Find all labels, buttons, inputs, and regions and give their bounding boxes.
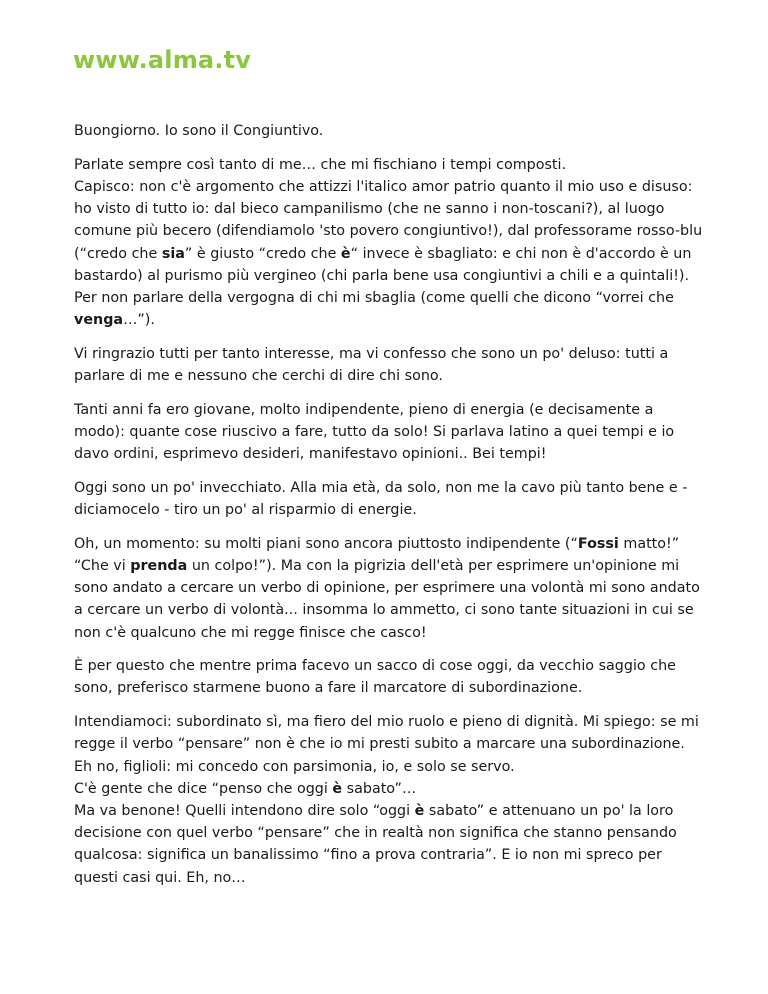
paragraph-subordination-marker: È per questo che mentre prima facevo un sacco di cose oggi, da vecchio saggio che sono, preferisco starmene buono a fare il marcatore di subordinazione. — [74, 658, 676, 697]
bold-word: è — [340, 245, 351, 262]
text-span: …”). — [123, 312, 155, 329]
text-span: Parlate sempre così tanto di me… che mi fischiano i tempi composti. — [74, 156, 567, 173]
text-span: un colpo!”). Ma con la pigrizia dell'età per esprimere un'opinione mi sono andato a cercare un verbo di opinione, per esprimere una volontà mi sono andato a cercare un verbo di volontà... insomma lo ammetto, ci sono tante situazioni in cui se non c'è qualcuno che mi regge finisce che casco! — [74, 557, 700, 641]
bold-word: sia — [161, 245, 185, 262]
paragraph-young-days: Tanti anni fa ero giovane, molto indipendente, pieno di energia (e decisamente a modo): quante cose riuscivo a fare, tutto da solo! Si parlava latino a quei tempi e io davo ordini, esprimevo desideri, manifestavo opinioni.. Bei tempi! — [74, 401, 675, 463]
paragraph-understanding — [74, 711, 704, 889]
text-span: “ invece è sbagliato: e chi non è d'accordo è un bastardo) al purismo più vergineo (chi parla bene usa congiuntivi a chili e a quintali!). Per non parlare della vergogna di chi mi sbaglia (come quelli che dicono “vorrei che — [74, 245, 692, 306]
paragraph-greeting: Buongiorno. Io sono il Congiuntivo. — [74, 123, 324, 139]
text-span: Intendiamoci: subordinato sì, ma fiero del mio ruolo e pieno di dignità. Mi spiego: se mi regge il verbo “pensare” non è che io mi presti subito a marcare una subordinazione. Eh no, figlioli: mi concedo con parsimonia, io, e solo se servo. — [74, 714, 699, 775]
text-span: Capisco: non c'è argomento che attizzi l'italico amor patrio quanto il mio uso e disuso: ho visto di tutto io: dal bieco campanilismo (che ne sanno i non-toscani?), al luogo comune più becero (difendiamolo 'sto povero congiuntivo!), dal professorame rosso-blu (“credo che — [74, 178, 703, 262]
bold-word: venga — [74, 312, 124, 329]
bold-word: prenda — [130, 557, 188, 574]
text-span: Ma va benone! Quelli intendono dire solo “oggi — [74, 802, 415, 819]
site-header-link[interactable]: www.alma.tv — [73, 46, 252, 74]
paragraph-aged: Oggi sono un po' invecchiato. Alla mia età, da solo, non me la cavo più tanto bene e - diciamocelo - tiro un po' al risparmio di energie. — [74, 479, 688, 519]
document-body — [74, 120, 704, 900]
bold-word: è — [414, 802, 425, 819]
text-span: matto!” “Che vi — [74, 535, 680, 574]
bold-word: Fossi — [577, 535, 619, 552]
text-span: Oh, un momento: su molti piani sono ancora piuttosto indipendente (“ — [74, 535, 578, 552]
paragraph-independence — [74, 533, 704, 644]
text-span: C'è gente che dice “penso che oggi — [74, 780, 333, 797]
paragraph-congiuntivo-debate — [74, 154, 704, 332]
bold-word: è — [332, 780, 343, 797]
text-span: ” è giusto “credo che — [184, 245, 341, 262]
paragraph-thanks: Vi ringrazio tutti per tanto interesse, ma vi confesso che sono un po' deluso: tutti a parlare di me e nessuno che cerchi di dire chi sono. — [74, 345, 669, 385]
text-span: sabato”… — [342, 780, 417, 797]
text-span: sabato” e attenuano un po' la loro decisione con quel verbo “pensare” che in realtà non significa che stanno pensando qualcosa: significa un banalissimo “fino a prova contraria”. E io non mi spreco per questi casi qui. Eh, no… — [74, 802, 677, 886]
